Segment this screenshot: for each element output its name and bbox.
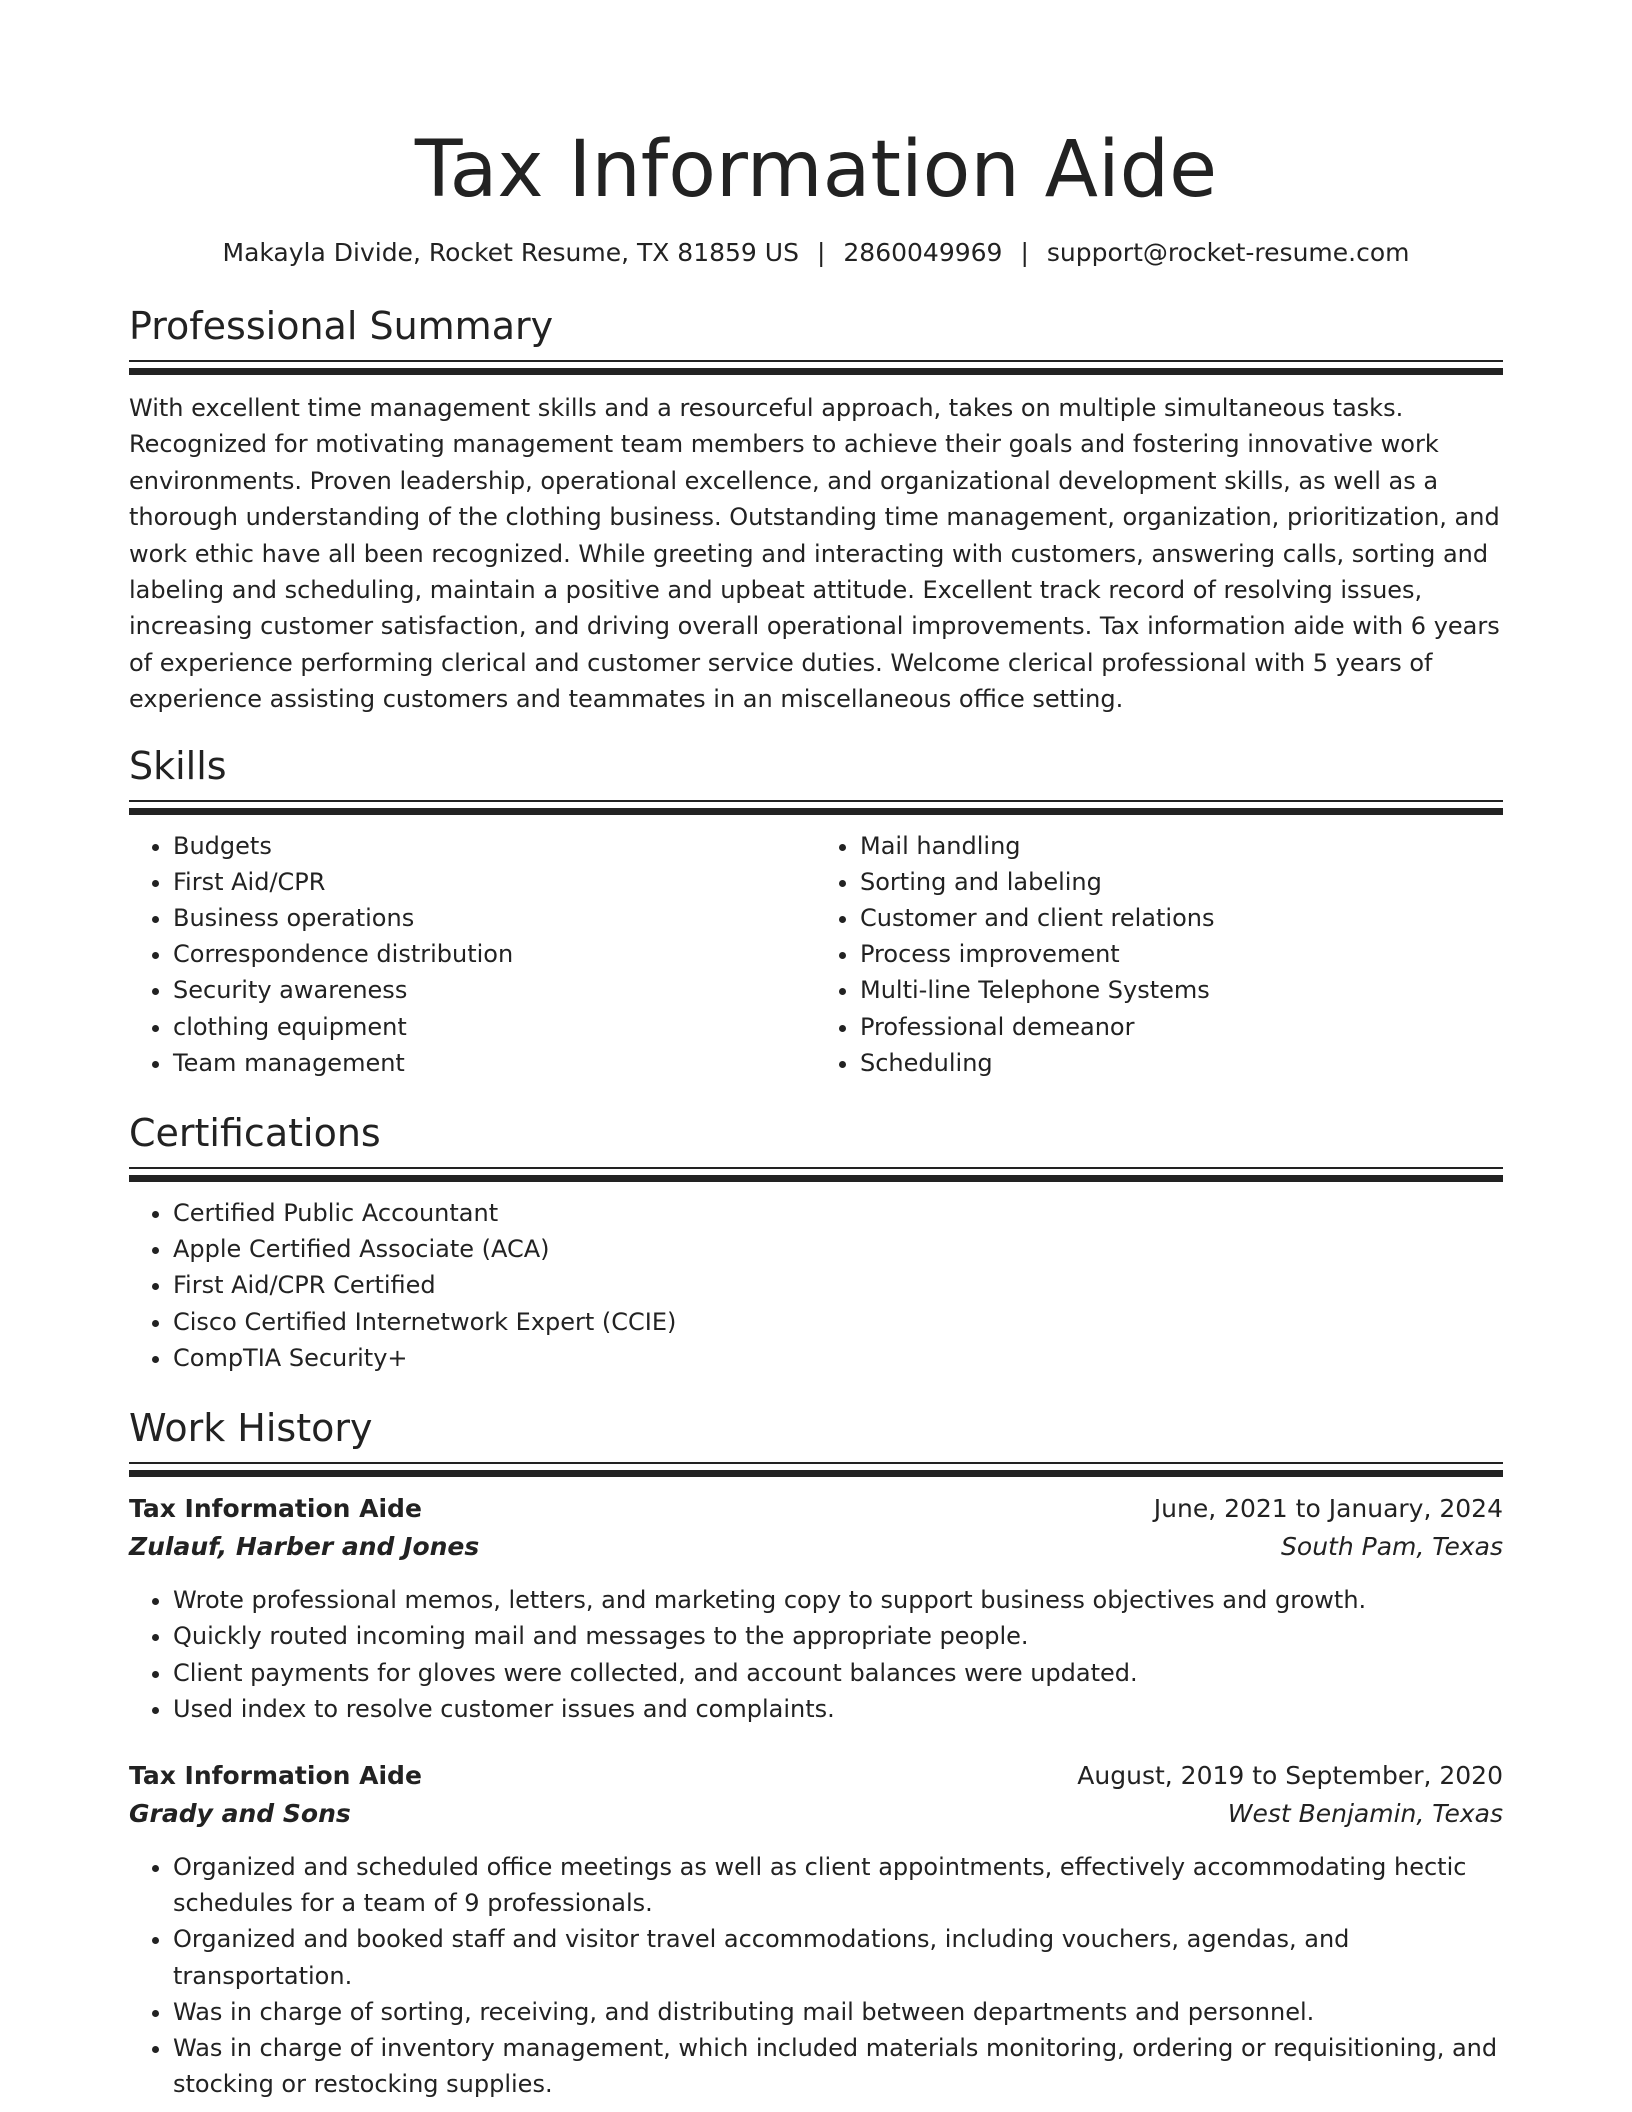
job-title: Tax Information Aide: [129, 1760, 422, 1790]
section-divider: [129, 800, 1503, 816]
certification-item: • Cisco Certified Internetwork Expert (CCIE): [173, 1304, 1503, 1340]
skill-item: • Security awareness: [173, 972, 816, 1008]
skill-item: • First Aid/CPR: [173, 864, 816, 900]
job-duty: • Used index to resolve customer issues and complaints.: [173, 1691, 1503, 1727]
skill-item: • Process improvement: [860, 936, 1503, 972]
skill-item: • Professional demeanor: [860, 1009, 1503, 1045]
certification-item: • Certified Public Accountant: [173, 1195, 1503, 1231]
job-entry: [129, 1490, 1503, 1727]
section-title-certifications: Certifications: [129, 1111, 381, 1156]
job-entry: [129, 1757, 1503, 2102]
skill-item: • Budgets: [173, 828, 816, 864]
certification-item: • Apple Certified Associate (ACA): [173, 1231, 1503, 1267]
summary-section: [129, 302, 1503, 718]
skill-item: • Scheduling: [860, 1045, 1503, 1081]
skill-item: • Multi-line Telephone Systems: [860, 972, 1503, 1008]
skill-item: • Mail handling: [860, 828, 1503, 864]
job-duty: • Organized and scheduled office meetings as well as client appointments, effectively accommodating hectic schedules for a team of 9 professionals.: [173, 1849, 1503, 1921]
skill-item: • Correspondence distribution: [173, 936, 816, 972]
contact-separator: |: [1020, 238, 1029, 267]
skills-column-left: [129, 828, 816, 1081]
job-duty: • Was in charge of inventory management, which included materials monitoring, ordering or requisitioning, and stocking or restocking supplies.: [173, 2030, 1503, 2102]
phone: 2860049969: [843, 238, 1003, 267]
job-subheader-row: [129, 1795, 1503, 1833]
job-duties-list: [129, 1582, 1503, 1727]
job-location: South Pam, Texas: [1281, 1532, 1503, 1562]
job-company: Zulauf, Harber and Jones: [129, 1532, 480, 1562]
address: Makayla Divide, Rocket Resume, TX 81859 US: [222, 238, 799, 267]
contact-separator: |: [816, 238, 826, 267]
skills-list-right: [816, 828, 1503, 1081]
section-divider: [129, 360, 1503, 376]
skills-list-left: [129, 828, 816, 1081]
skills-columns: [129, 828, 1503, 1081]
candidate-name: Tax Information Aide: [414, 125, 1218, 215]
job-duty: • Quickly routed incoming mail and messages to the appropriate people.: [173, 1618, 1503, 1654]
job-title: Tax Information Aide: [129, 1494, 422, 1524]
section-title-work-history: Work History: [129, 1406, 373, 1451]
job-header-row: [129, 1490, 1503, 1528]
summary-text: With excellent time management skills and a resourceful approach, takes on multiple simultaneous tasks. Recognized for motivating management team members to achieve their goals and fostering innovative work environments. Proven leadership, operational excellence, and organizational development skills, as well as a thorough understanding of the clothing business. Outstanding time management, organization, prioritization, and work ethic have all been recognized. While greeting and interacting with customers, answering calls, sorting and labeling and scheduling, maintain a positive and upbeat attitude. Excellent track record of resolving issues, increasing customer satisfaction, and driving overall operational improvements. Tax information aide with 6 years of experience performing clerical and customer service duties. Welcome clerical professional with 5 years of experience assisting customers and teammates in an miscellaneous office setting.: [129, 394, 1500, 714]
skill-item: • Sorting and labeling: [860, 864, 1503, 900]
skill-item: • Team management: [173, 1045, 816, 1081]
job-subheader-row: [129, 1528, 1503, 1566]
skill-item: • clothing equipment: [173, 1009, 816, 1045]
job-duty: • Client payments for gloves were collected, and account balances were updated.: [173, 1655, 1503, 1691]
job-duty: • Organized and booked staff and visitor travel accommodations, including vouchers, agendas, and transportation.: [173, 1921, 1503, 1993]
skill-item: • Business operations: [173, 900, 816, 936]
contact-line: [129, 236, 1503, 270]
job-dates: August, 2019 to September, 2020: [1077, 1760, 1503, 1790]
skill-item: • Customer and client relations: [860, 900, 1503, 936]
job-duty: • Wrote professional memos, letters, and marketing copy to support business objectives and growth.: [173, 1582, 1503, 1618]
job-header-row: [129, 1757, 1503, 1795]
certifications-list: [129, 1195, 1503, 1376]
section-title-summary: Professional Summary: [129, 304, 554, 348]
certifications-section: [129, 1109, 1503, 1376]
job-duties-list: [129, 1849, 1503, 2102]
work-history-section: [129, 1404, 1503, 2102]
job-location: West Benjamin, Texas: [1227, 1798, 1503, 1828]
certification-item: • First Aid/CPR Certified: [173, 1267, 1503, 1303]
job-company: Grady and Sons: [129, 1798, 351, 1828]
skills-column-right: [816, 828, 1503, 1081]
section-title-skills: Skills: [129, 743, 227, 788]
email-link[interactable]: support@rocket-resume.com: [1046, 238, 1410, 267]
job-duty: • Was in charge of sorting, receiving, and distributing mail between departments and personnel.: [173, 1994, 1503, 2030]
certification-item: • CompTIA Security+: [173, 1340, 1503, 1376]
section-divider: [129, 1167, 1503, 1183]
job-dates: June, 2021 to January, 2024: [1153, 1494, 1503, 1524]
section-divider: [129, 1462, 1503, 1478]
skills-section: [129, 742, 1503, 1081]
